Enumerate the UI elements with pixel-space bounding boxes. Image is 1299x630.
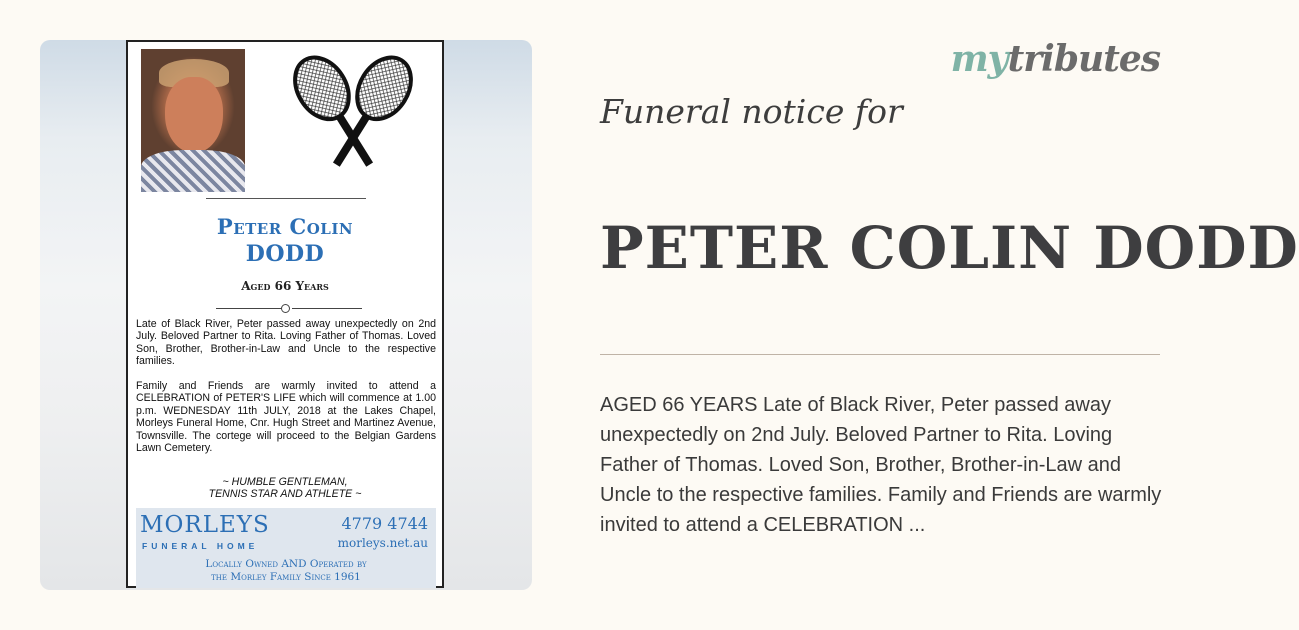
notice-label: Funeral notice for (600, 92, 903, 131)
photo-shirt (141, 150, 245, 192)
notice-tribute (128, 476, 442, 501)
funeral-home-banner (136, 508, 436, 588)
notice-name-line1: Peter Colin (216, 214, 354, 239)
deceased-photo (141, 49, 245, 192)
tagline-line-2: the Morley Family Since 1961 (211, 571, 361, 583)
logo-tributes: tributes (1007, 38, 1160, 80)
deceased-name: PETER COLIN DODD (600, 214, 1299, 282)
funeral-home-subtitle: FUNERAL HOME (142, 541, 259, 551)
newspaper-notice (126, 40, 444, 588)
notice-divider (206, 198, 366, 199)
notice-image-panel (40, 40, 532, 590)
funeral-home-logo: MORLEYS (140, 512, 270, 538)
tribute-line-1: ~ HUMBLE GENTLEMAN, (222, 476, 348, 488)
notice-excerpt: AGED 66 YEARS Late of Black River, Peter passed away unexpectedly on 2nd July. Beloved Partner to Rita. Loving Father of Thomas. Loved Son, Brother, Brother-in-Law and Uncle to the respective families. Family and Friends are warmly invited to attend a CELEBRATION ... (600, 394, 1162, 536)
notice-name-line2: DODD (245, 241, 325, 267)
logo-my: my (950, 38, 1008, 80)
mytributes-logo[interactable] (951, 38, 1160, 80)
ornament-line-left (216, 308, 286, 309)
tribute-line-2: TENNIS STAR AND ATHLETE ~ (208, 488, 362, 501)
funeral-home-tagline (136, 558, 436, 584)
ornament-line-right (292, 308, 362, 309)
notice-paragraph-2: Family and Friends are warmly invited to attend a CELEBRATION of PETER'S LIFE which will commence at 1.00 p.m. WEDNESDAY 11th JULY, 2018 at the Lakes Chapel, Morleys Funeral Home, Cnr. Hugh Street and Martinez Avenue, Townsville. The cortege will proceed to the Belgian Gardens Lawn Cemetery. (136, 380, 436, 455)
photo-face (165, 77, 223, 153)
notice-paragraph-1: Late of Black River, Peter passed away unexpectedly on 2nd July. Beloved Partner to Rita. Loving Father of Thomas. Loved Son, Brother, Brother-in-Law and Uncle to the respective families. (136, 318, 436, 368)
tagline-line-1: Locally Owned AND Operated by (205, 558, 367, 570)
notice-age: Aged 66 Years (241, 279, 329, 293)
funeral-home-phone: 4779 4744 (341, 514, 428, 533)
funeral-home-website: morleys.net.au (337, 536, 428, 550)
tennis-rackets-icon (283, 50, 423, 182)
ornament-circle (281, 304, 290, 313)
header-divider (600, 354, 1160, 355)
